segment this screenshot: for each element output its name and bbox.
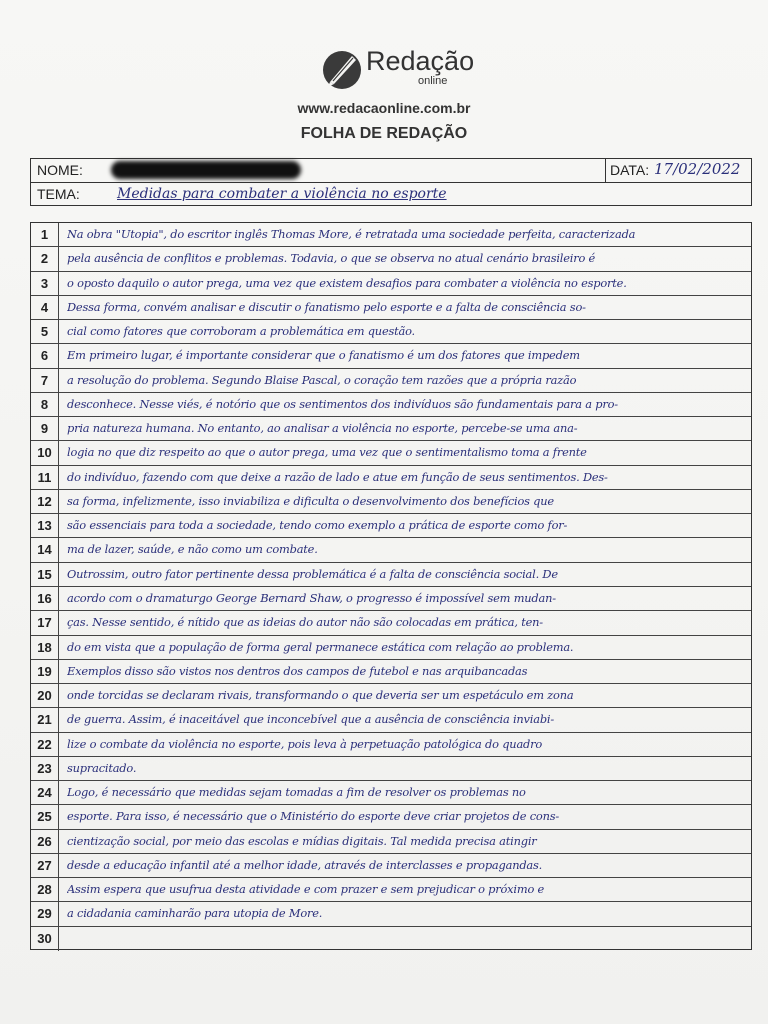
line-number: 26 [31,830,59,853]
date-cell [605,159,753,183]
handwritten-line-text: cial como fatores que corroboram a problemática em questão. [67,324,415,339]
line-number: 14 [31,538,59,561]
line-number: 21 [31,708,59,731]
line-number: 24 [31,781,59,804]
essay-line [31,684,751,708]
essay-line [31,514,751,538]
lined-writing-area [30,222,752,950]
line-number: 11 [31,466,59,489]
handwritten-line-text: ças. Nesse sentido, é nítido que as ideias do autor não são colocadas em prática, ten- [67,615,543,630]
handwritten-line-text: Na obra "Utopia", do escritor inglês Thomas More, é retratada uma sociedade perfeita, caracterizada [67,227,636,241]
name-date-row [31,159,751,183]
handwritten-line-text: a resolução do problema. Segundo Blaise Pascal, o coração tem razões que a própria razão [67,372,577,387]
line-number: 8 [31,393,59,416]
essay-line [31,320,751,344]
handwritten-line-text: pela ausência de conflitos e problemas. Todavia, o que se observa no atual cenário brasileiro é [67,251,596,266]
line-number: 30 [31,927,59,951]
line-number: 2 [31,247,59,270]
handwritten-line-text: supracitado. [67,760,137,775]
essay-line [31,805,751,829]
line-number: 6 [31,344,59,367]
essay-line [31,344,751,368]
essay-line [31,247,751,271]
essay-line [31,854,751,878]
essay-line [31,757,751,781]
essay-line [31,393,751,417]
line-number: 9 [31,417,59,440]
line-number: 27 [31,854,59,877]
line-number: 3 [31,272,59,295]
handwritten-line-text: logia no que diz respeito ao que o autor prega, uma vez que o sentimentalismo toma a frente [67,445,587,460]
essay-line [31,611,751,635]
handwritten-line-text: ma de lazer, saúde, e não como um combate. [67,542,318,557]
site-url: www.redacaonline.com.br [297,100,471,116]
line-number: 17 [31,611,59,634]
handwritten-line-text [67,927,747,951]
handwritten-line-text: Em primeiro lugar, é importante considerar que o fanatismo é um dos fatores que impedem [67,348,580,363]
date-value: 17/02/2022 [654,160,741,178]
essay-line [31,781,751,805]
handwritten-line-text: acordo com o dramaturgo George Bernard Shaw, o progresso é impossível sem mudan- [67,591,556,605]
essay-line [31,878,751,902]
handwritten-line-text: pria natureza humana. No entanto, ao analisar a violência no esporte, percebe-se uma ana- [67,421,578,436]
line-number: 16 [31,587,59,610]
essay-line [31,223,751,247]
handwritten-line-text: são essenciais para toda a sociedade, tendo como exemplo a prática de esporte como for- [67,518,568,533]
essay-line [31,830,751,854]
handwritten-line-text: cientização social, por meio das escolas e mídias digitais. Tal medida precisa atingir [67,833,537,848]
essay-line [31,296,751,320]
essay-line [31,902,751,926]
handwritten-line-text: Logo, é necessário que medidas sejam tomadas a fim de resolver os problemas no [67,785,526,800]
essay-line [31,733,751,757]
essay-line [31,563,751,587]
redacao-online-logo [318,40,478,92]
line-number: 1 [31,223,59,246]
line-number: 5 [31,320,59,343]
date-label: DATA: [610,162,650,178]
handwritten-line-text: onde torcidas se declaram rivais, transformando o que deveria ser um espetáculo em zona [67,688,574,703]
sheet-title: FOLHA DE REDAÇÃO [300,125,468,142]
line-number: 19 [31,660,59,683]
line-number: 12 [31,490,59,513]
essay-line [31,927,751,951]
name-label: NOME: [37,162,83,178]
tema-label: TEMA: [37,186,80,202]
handwritten-line-text: desconhece. Nesse viés, é notório que os sentimentos dos indivíduos são fundamentais para a pro- [67,396,618,411]
handwritten-line-text: esporte. Para isso, é necessário que o Ministério do esporte deve criar projetos de cons- [67,809,559,824]
essay-line [31,441,751,465]
handwritten-line-text: Dessa forma, convém analisar e discutir o fanatismo pelo esporte e a falta de consciência so- [67,299,586,314]
line-number: 10 [31,441,59,464]
essay-line [31,490,751,514]
line-number: 7 [31,369,59,392]
handwritten-line-text: de guerra. Assim, é inaceitável que inconcebível que a ausência de consciência inviabi- [67,712,555,727]
essay-line [31,417,751,441]
line-number: 4 [31,296,59,319]
handwritten-line-text: Exemplos disso são vistos nos dentros dos campos de futebol e nas arquibancadas [67,663,528,678]
handwritten-line-text: do indivíduo, fazendo com que deixe a razão de lado e atue em função de seus sentimentos. Des- [67,469,608,484]
handwritten-line-text: sa forma, infelizmente, isso inviabiliza e dificulta o desenvolvimento dos benefícios que [67,493,554,508]
line-number: 29 [31,902,59,925]
tema-value: Medidas para combater a violência no esporte [117,186,447,202]
line-number: 13 [31,514,59,537]
handwritten-line-text: o oposto daquilo o autor prega, uma vez que existem desafios para combater a violência no esporte. [67,275,627,290]
essay-line [31,466,751,490]
logo-subtitle: online [418,75,448,87]
line-number: 25 [31,805,59,828]
handwritten-line-text: Assim espera que usufrua desta atividade e com prazer e sem prejudicar o próximo e [67,882,545,897]
line-number: 18 [31,636,59,659]
handwritten-line-text: desde a educação infantil até a melhor idade, através de interclasses e propagandas. [67,857,543,872]
line-number: 22 [31,733,59,756]
logo-wordmark: Redação [366,46,475,76]
essay-line [31,538,751,562]
handwritten-line-text: Outrossim, outro fator pertinente dessa problemática é a falta de consciência social. De [67,566,558,581]
student-info-box [30,158,752,206]
essay-line [31,660,751,684]
line-number: 20 [31,684,59,707]
essay-line [31,636,751,660]
line-number: 23 [31,757,59,780]
essay-line [31,369,751,393]
handwritten-line-text: a cidadania caminharão para utopia de More. [67,906,323,921]
handwritten-line-text: lize o combate da violência no esporte, pois leva à perpetuação patológica do quadro [67,736,543,751]
essay-line [31,272,751,296]
line-number: 15 [31,563,59,586]
essay-line [31,587,751,611]
redacted-name [111,161,301,179]
essay-line [31,708,751,732]
pen-nib-logo-icon [322,50,362,90]
handwritten-line-text: do em vista que a população de forma geral permanece estática com relação ao problema. [67,639,574,654]
line-number: 28 [31,878,59,901]
